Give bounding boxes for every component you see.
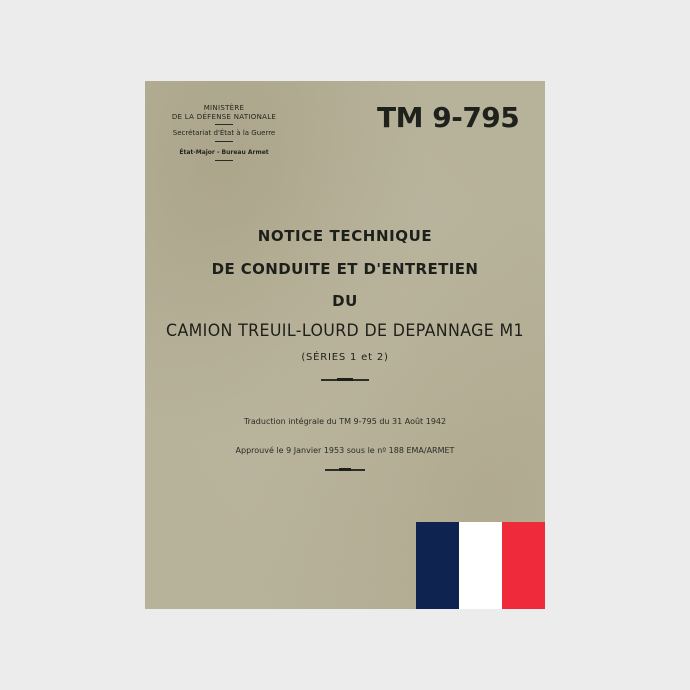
french-flag-icon [416, 522, 545, 609]
ministry-rule-2 [215, 141, 233, 142]
series-label: (SÉRIES 1 et 2) [301, 352, 389, 363]
ministry-line-1: MINISTÈRE [203, 104, 245, 112]
ministry-rule-1 [215, 124, 233, 125]
flag-white-band [459, 522, 502, 609]
divider-1 [321, 379, 369, 381]
flag-red-band [502, 522, 545, 609]
ministry-rule-3 [215, 160, 233, 161]
ministry-header [165, 104, 283, 161]
ministry-line-3: Secrétariat d'État à la Guerre [172, 129, 276, 137]
divider-2 [325, 469, 365, 471]
title-line-1: NOTICE TECHNIQUE [257, 227, 433, 245]
flag-blue-band [416, 522, 459, 609]
translation-note: Traduction intégrale du TM 9-795 du 31 Août 1942 [243, 417, 447, 426]
approval-note: Approuvé le 9 Janvier 1953 sous le nº 188 EMA/ARMET [235, 446, 455, 455]
ministry-line-4: État-Major - Bureau Armet [179, 149, 269, 156]
title-line-3: DU [332, 292, 358, 310]
title-line-4: CAMION TREUIL-LOURD DE DEPANNAGE M1 [166, 321, 524, 341]
ministry-line-2: DE LA DÉFENSE NATIONALE [171, 113, 277, 121]
title-line-2: DE CONDUITE ET D'ENTRETIEN [211, 260, 479, 278]
manual-code: TM 9-795 [377, 101, 520, 134]
